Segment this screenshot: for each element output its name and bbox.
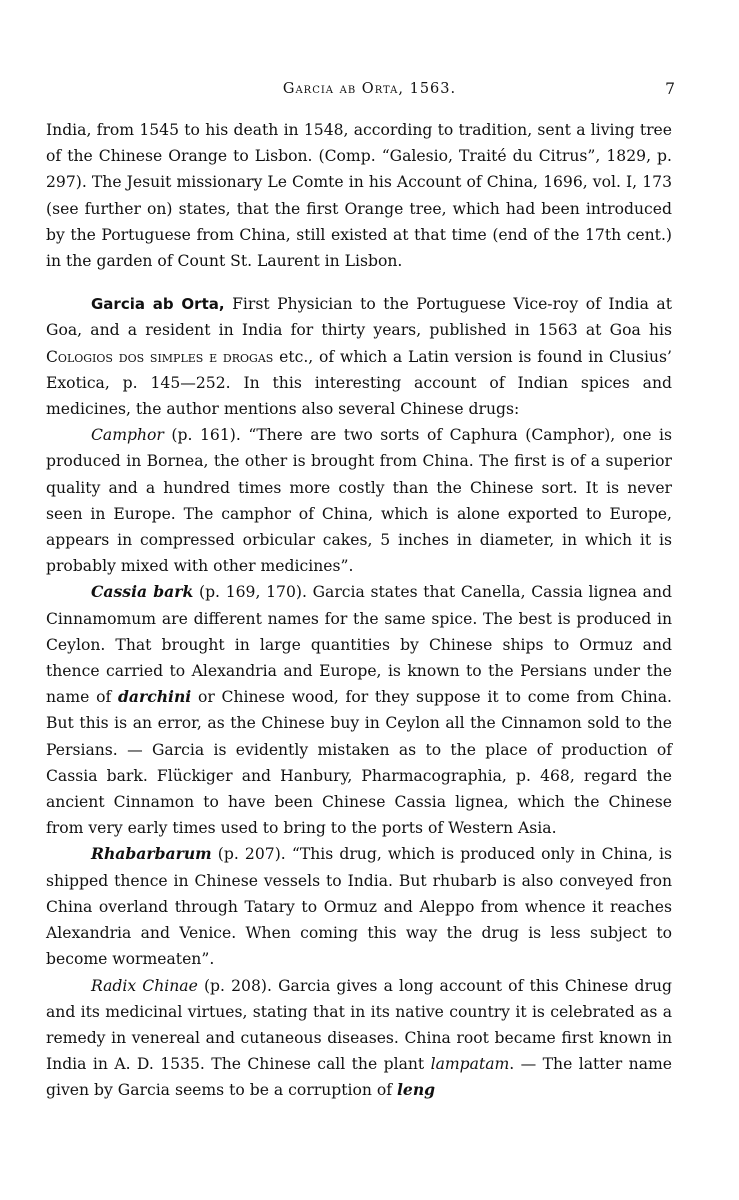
emphasized-term: leng bbox=[397, 1080, 436, 1100]
drug-term: Cassia bark bbox=[91, 582, 194, 602]
body-text bbox=[46, 117, 672, 1104]
paragraph-text: (p. 207). “This drug, which is produced only in China, is shipped thence in Chinese vessels to India. But rhubarb is also conveyed fron China overland through Tatary to Ormuz and Aleppo from whence it reaches Alexandria and Venice. When coming this way the drug is less subject to become wormeaten”. bbox=[46, 845, 672, 969]
paragraph-text: First Physician to the Portuguese Vice-roy of India at Goa, and a resident in India for thirty years, published in 1563 at Goa his bbox=[46, 295, 672, 340]
paragraph-text: . — The latter name given by Garcia seems to be a corruption of bbox=[46, 1055, 673, 1100]
paragraph-text: India, from 1545 to his death in 1548, according to tradition, sent a living tree of the Chinese Orange to Lisbon. (Comp. “Galesio, Traité du Citrus”, 1829, p. 297). The Jesuit missionary Le Comte in his Account of China, 1696, vol. I, 173 (see further on) states, that the first Orange tree, which had been introduced by the Portuguese from China, still existed at that time (end of the 17th cent.) in the garden of Count St. Laurent in Lisbon. bbox=[46, 121, 672, 271]
paragraph-radix-chinae bbox=[46, 973, 672, 1104]
paragraph-text: etc., of which a Latin version is found in Clusius’ Exotica, p. 145—252. In this interesting account of Indian spices and medicines, the author mentions also several Chinese drugs: bbox=[46, 347, 672, 419]
page-number: 7 bbox=[665, 80, 675, 98]
drug-term: Camphor bbox=[91, 426, 164, 445]
entry-heading: Garcia ab Orta, bbox=[91, 295, 225, 314]
emphasized-term: darchini bbox=[117, 687, 192, 707]
running-title: Garcia ab Orta, 1563. bbox=[282, 81, 457, 97]
paragraph-rhabarbarum bbox=[46, 841, 672, 972]
paragraph-text: or Chinese wood, for they suppose it to come from China. But this is an error, as the Chinese buy in Ceylon all the Cinnamon sold to the Persians. — Garcia is evidently mistaken as to the place of production of Cassia bark. Flückiger and Hanbury, Pharmacographia, p. 468, regard the ancient Cinnamon to have been Chinese Cassia lignea, which the Chinese from very early times used to bring to the ports of Western Asia. bbox=[46, 688, 672, 838]
page-header bbox=[0, 76, 739, 102]
paragraph-garcia-ab-orta bbox=[46, 291, 672, 422]
book-title: Cologios dos simples e drogas bbox=[46, 347, 274, 366]
emphasized-term: lampatam bbox=[430, 1055, 510, 1074]
paragraph-camphor bbox=[46, 422, 672, 579]
drug-term: Rhabarbarum bbox=[91, 844, 212, 864]
paragraph-text: (p. 208). Garcia gives a long account of this Chinese drug and its medicinal virtues, stating that in its native country it is celebrated as a remedy in venereal and cutaneous diseases. China root became first known in India in A. D. 1535. The Chinese call the plant bbox=[46, 976, 672, 1074]
paragraph-text: (p. 161). “There are two sorts of Caphura (Camphor), one is produced in Bornea, the other is brought from China. The first is of a superior quality and a hundred times more costly than the Chinese sort. It is never seen in Europe. The camphor of China, which is alone exported to Europe, appears in compressed orbicular cakes, 5 inches in diameter, in which it is probably mixed with other medicines”. bbox=[46, 426, 672, 576]
paragraph-orange-tree bbox=[46, 117, 672, 274]
paragraph-text: (p. 169, 170). Garcia states that Canella, Cassia lignea and Cinnamomum are different names for the same spice. The best is produced in Ceylon. That brought in large quantities by Chinese ships to Ormuz and thence carried to Alexandria and Europe, is known to the Persians under the name of bbox=[46, 583, 672, 707]
paragraph-cassia-bark bbox=[46, 579, 672, 841]
drug-term: Radix Chinae bbox=[91, 976, 198, 995]
